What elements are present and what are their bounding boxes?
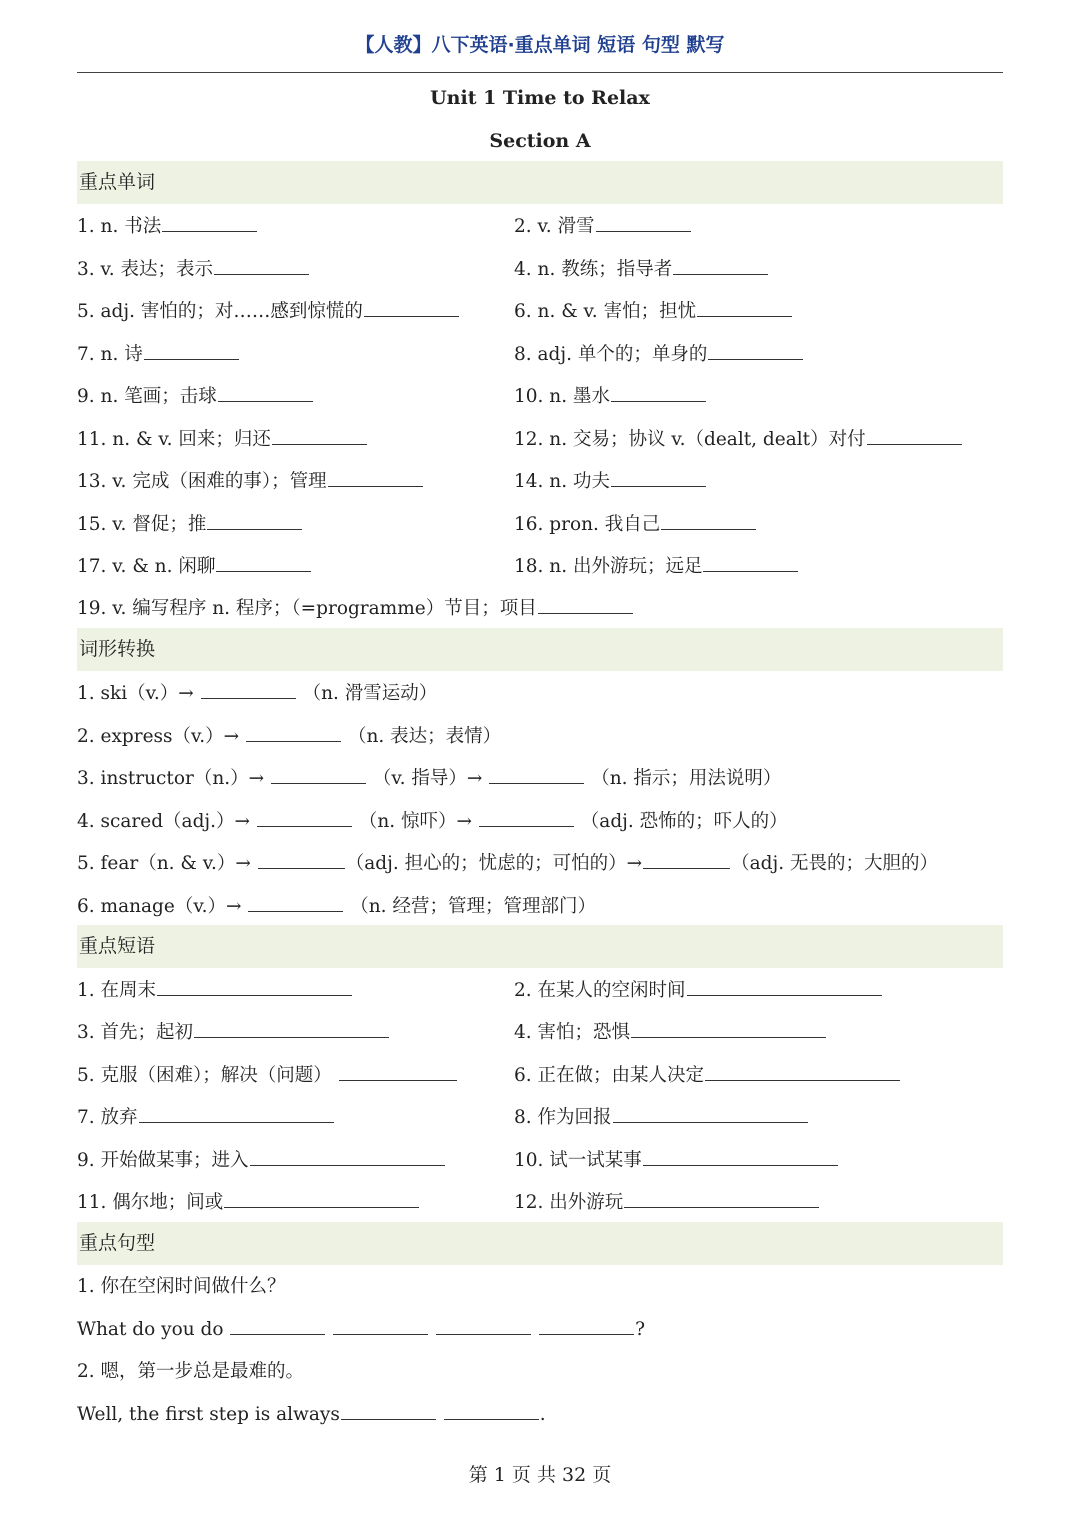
word-prompt: 12. n. 交易；协议 v.（dealt, dealt）对付 — [514, 429, 866, 450]
answer-blank[interactable] — [218, 383, 313, 402]
sentence-chinese: 2. 嗯，第一步总是最难的。 — [77, 1361, 305, 1382]
word-form-hint: （v. 指导）→ — [372, 768, 483, 789]
answer-blank[interactable] — [272, 426, 367, 445]
word-form-item — [77, 893, 596, 920]
phrase-prompt: 10. 试一试某事 — [514, 1150, 642, 1171]
answer-blank[interactable] — [673, 256, 768, 275]
answer-blank[interactable] — [479, 808, 574, 827]
word-form-hint: （n. 指示；用法说明） — [591, 768, 782, 789]
answer-blank[interactable] — [364, 298, 459, 317]
word-form-item — [77, 723, 501, 750]
word-form-hint: （n. 滑雪运动） — [302, 683, 438, 704]
answer-blank[interactable] — [162, 213, 257, 232]
answer-blank[interactable] — [697, 298, 792, 317]
word-form-hint: （n. 表达；表情） — [347, 726, 502, 747]
word-form-hint: （n. 惊吓）→ — [358, 811, 473, 832]
answer-blank[interactable] — [257, 808, 352, 827]
word-item — [77, 511, 303, 538]
phrase-item — [77, 1189, 420, 1216]
section-heading-phrases: 重点短语 — [77, 925, 1003, 968]
word-item — [77, 383, 314, 410]
answer-blank[interactable] — [596, 213, 691, 232]
word-item — [77, 298, 460, 325]
word-form-item — [77, 680, 437, 707]
word-form-base: 1. ski（v.）→ — [77, 683, 194, 704]
word-form-base: 2. express（v.）→ — [77, 726, 240, 747]
word-prompt: 13. v. 完成（困难的事）；管理 — [77, 471, 327, 492]
word-prompt: 6. n. & v. 害怕；担忧 — [514, 301, 697, 322]
word-item — [514, 383, 707, 410]
answer-blank[interactable] — [230, 1316, 325, 1335]
word-prompt: 17. v. & n. 闲聊 — [77, 556, 216, 577]
header-divider — [77, 72, 1003, 73]
answer-blank[interactable] — [703, 553, 798, 572]
phrase-item — [514, 1062, 901, 1089]
word-item — [514, 341, 804, 368]
unit-title: Unit 1 Time to Relax — [430, 87, 650, 109]
page-number: 第 1 页 共 32 页 — [468, 1464, 612, 1486]
word-form-item — [77, 765, 781, 792]
word-form-hint: （adj. 无畏的；大胆的） — [731, 853, 939, 874]
phrase-item — [514, 1147, 839, 1174]
word-item — [514, 468, 707, 495]
answer-blank[interactable] — [867, 426, 962, 445]
answer-blank[interactable] — [194, 1019, 389, 1038]
word-item — [77, 256, 310, 283]
answer-blank[interactable] — [216, 553, 311, 572]
word-item — [514, 298, 793, 325]
sentence-chinese: 1. 你在空闲时间做什么？ — [77, 1276, 286, 1297]
word-prompt: 7. n. 诗 — [77, 344, 143, 365]
answer-blank[interactable] — [139, 1104, 334, 1123]
sentence-stem: Well, the first step is always — [77, 1404, 340, 1425]
sentence-stem: What do you do — [77, 1319, 224, 1340]
word-item — [514, 511, 757, 538]
phrase-item — [77, 1147, 446, 1174]
word-item — [514, 553, 799, 580]
word-prompt: 18. n. 出外游玩；远足 — [514, 556, 703, 577]
sentence-english — [77, 1316, 645, 1343]
word-form-hint: （adj. 担心的；忧虑的；可怕的）→ — [345, 853, 643, 874]
word-item — [514, 426, 963, 453]
phrase-item — [77, 1104, 335, 1131]
word-prompt: 4. n. 教练；指导者 — [514, 259, 673, 280]
phrase-prompt: 1. 在周末 — [77, 980, 157, 1001]
phrase-prompt: 8. 作为回报 — [514, 1107, 612, 1128]
answer-blank[interactable] — [643, 1147, 838, 1166]
answer-blank[interactable] — [201, 680, 296, 699]
word-item — [77, 595, 634, 622]
answer-blank[interactable] — [489, 765, 584, 784]
phrase-item — [514, 977, 883, 1004]
section-heading-word-forms: 词形转换 — [77, 628, 1003, 671]
word-form-item — [77, 850, 938, 877]
word-prompt: 9. n. 笔画；击球 — [77, 386, 217, 407]
answer-blank[interactable] — [613, 1104, 808, 1123]
word-form-base: 3. instructor（n.）→ — [77, 768, 265, 789]
phrase-item — [514, 1104, 809, 1131]
section-heading-sentences: 重点句型 — [77, 1222, 1003, 1265]
sentence-end-mark: ? — [635, 1319, 645, 1340]
answer-blank[interactable] — [207, 511, 302, 530]
answer-blank[interactable] — [661, 511, 756, 530]
answer-blank[interactable] — [705, 1062, 900, 1081]
word-prompt: 10. n. 墨水 — [514, 386, 610, 407]
answer-blank[interactable] — [708, 341, 803, 360]
answer-blank[interactable] — [144, 341, 239, 360]
phrase-item — [77, 977, 353, 1004]
word-item — [77, 426, 368, 453]
phrase-prompt: 6. 正在做；由某人决定 — [514, 1065, 705, 1086]
word-form-base: 5. fear（n. & v.）→ — [77, 853, 251, 874]
answer-blank[interactable] — [436, 1316, 531, 1335]
answer-blank[interactable] — [246, 723, 341, 742]
word-item — [514, 256, 769, 283]
word-prompt: 1. n. 书法 — [77, 216, 162, 237]
answer-blank[interactable] — [333, 1316, 428, 1335]
answer-blank[interactable] — [444, 1401, 539, 1420]
answer-blank[interactable] — [611, 383, 706, 402]
answer-blank[interactable] — [248, 893, 343, 912]
word-item — [77, 468, 424, 495]
answer-blank[interactable] — [214, 256, 309, 275]
word-form-hint: （adj. 恐怖的；吓人的） — [580, 811, 788, 832]
word-form-base: 4. scared（adj.）→ — [77, 811, 251, 832]
phrase-item — [77, 1062, 458, 1089]
section-heading-words: 重点单词 — [77, 161, 1003, 204]
answer-blank[interactable] — [224, 1189, 419, 1208]
answer-blank[interactable] — [539, 1316, 634, 1335]
word-prompt: 16. pron. 我自己 — [514, 514, 661, 535]
word-prompt: 5. adj. 害怕的；对……感到惊慌的 — [77, 301, 363, 322]
word-form-hint: （n. 经营；管理；管理部门） — [350, 896, 596, 917]
word-prompt: 15. v. 督促；推 — [77, 514, 207, 535]
answer-blank[interactable] — [643, 850, 730, 869]
phrase-item — [514, 1189, 820, 1216]
word-prompt: 8. adj. 单个的；单身的 — [514, 344, 708, 365]
answer-blank[interactable] — [157, 977, 352, 996]
phrase-prompt: 7. 放弃 — [77, 1107, 138, 1128]
answer-blank[interactable] — [341, 1401, 436, 1420]
word-form-item — [77, 808, 788, 835]
word-item — [77, 553, 312, 580]
word-item — [77, 213, 258, 240]
phrase-prompt: 2. 在某人的空闲时间 — [514, 980, 686, 1001]
answer-blank[interactable] — [538, 595, 633, 614]
phrase-prompt: 12. 出外游玩 — [514, 1192, 624, 1213]
page-header: 【人教】八下英语·重点单词 短语 句型 默写 — [355, 34, 725, 56]
phrase-prompt: 3. 首先；起初 — [77, 1022, 194, 1043]
sentence-english — [77, 1401, 546, 1428]
word-item — [77, 341, 240, 368]
answer-blank[interactable] — [687, 977, 882, 996]
word-prompt: 19. v. 编写程序 n. 程序；（=programme）节目；项目 — [77, 598, 537, 619]
word-item — [514, 213, 692, 240]
answer-blank[interactable] — [339, 1062, 457, 1081]
answer-blank[interactable] — [631, 1019, 826, 1038]
phrase-item — [514, 1019, 827, 1046]
word-prompt: 11. n. & v. 回来；归还 — [77, 429, 271, 450]
answer-blank[interactable] — [328, 468, 423, 487]
phrase-prompt: 4. 害怕；恐惧 — [514, 1022, 631, 1043]
word-prompt: 3. v. 表达；表示 — [77, 259, 214, 280]
answer-blank[interactable] — [271, 765, 366, 784]
answer-blank[interactable] — [611, 468, 706, 487]
section-title: Section A — [489, 130, 591, 152]
sentence-end-mark: . — [539, 1404, 546, 1425]
answer-blank[interactable] — [624, 1189, 819, 1208]
word-prompt: 2. v. 滑雪 — [514, 216, 595, 237]
word-form-base: 6. manage（v.）→ — [77, 896, 242, 917]
phrase-item — [77, 1019, 390, 1046]
phrase-prompt: 9. 开始做某事；进入 — [77, 1150, 249, 1171]
phrase-prompt: 5. 克服（困难）；解决（问题） — [77, 1065, 332, 1086]
answer-blank[interactable] — [258, 850, 345, 869]
answer-blank[interactable] — [250, 1147, 445, 1166]
phrase-prompt: 11. 偶尔地；间或 — [77, 1192, 224, 1213]
word-prompt: 14. n. 功夫 — [514, 471, 610, 492]
